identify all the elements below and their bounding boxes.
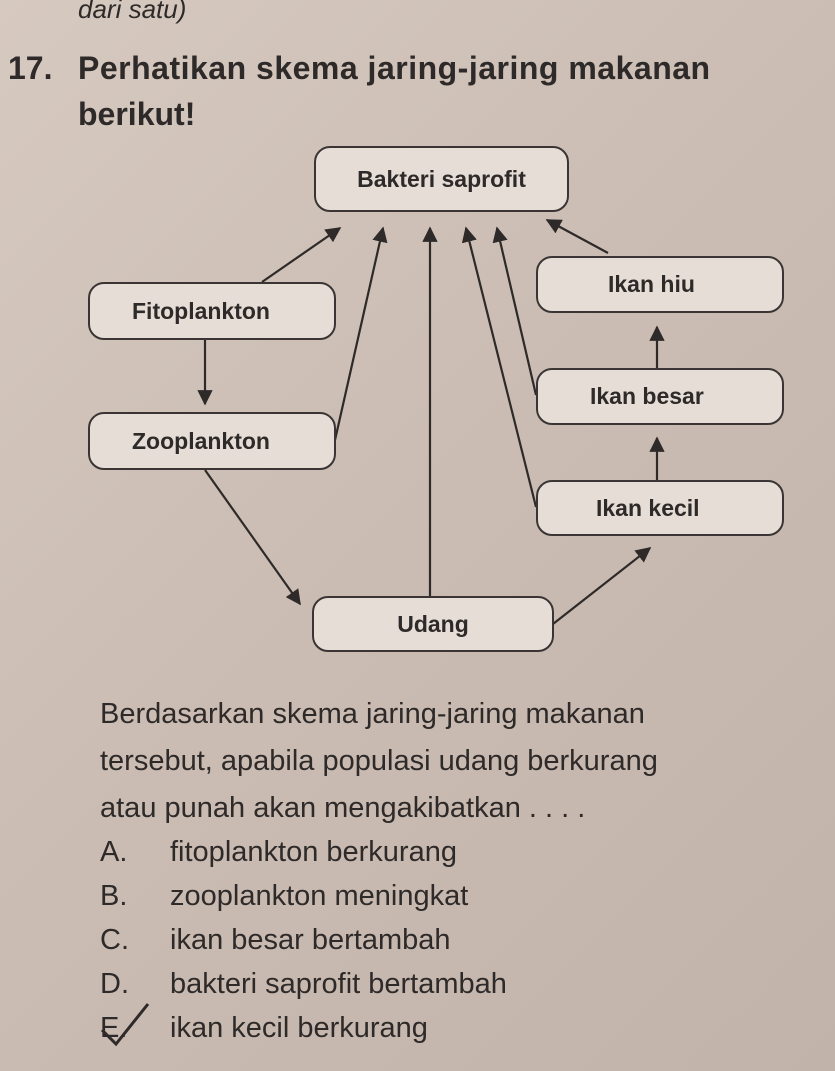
arrow-ikan-besar-to-bakteri [497, 228, 536, 395]
node-bakteri-saprofit-label: Bakteri saprofit [357, 165, 526, 192]
paragraph-line-1: Berdasarkan skema jaring-jaring makanan [100, 698, 645, 730]
node-fitoplankton-label: Fitoplankton [132, 297, 270, 324]
option-d-text: bakteri saprofit bertambah [170, 968, 507, 1000]
option-a-text: fitoplankton berkurang [170, 836, 457, 868]
node-fitoplankton [88, 282, 336, 340]
option-d-letter: D. [100, 968, 129, 1000]
question-line-1: Perhatikan skema jaring-jaring makanan [78, 50, 711, 86]
node-ikan-hiu-label: Ikan hiu [608, 271, 695, 297]
node-ikan-besar [536, 368, 784, 425]
option-e-letter: E. [100, 1012, 128, 1044]
node-udang [312, 596, 554, 652]
arrow-fitoplankton-to-bakteri [262, 228, 340, 282]
arrow-zooplankton-to-udang [205, 470, 300, 604]
arrow-ikan-kecil-to-bakteri [466, 228, 536, 507]
question-line-2: berikut! [78, 96, 196, 132]
node-ikan-besar-label: Ikan besar [590, 383, 704, 409]
arrow-udang-to-ikan-kecil [553, 548, 650, 624]
option-b-letter: B. [100, 880, 128, 912]
option-c-letter: C. [100, 924, 129, 956]
option-c-text: ikan besar bertambah [170, 924, 451, 956]
previous-text-fragment: dari satu) [78, 0, 187, 24]
option-e-text: ikan kecil berkurang [170, 1012, 428, 1044]
node-zooplankton [88, 412, 336, 470]
question-number: 17. [8, 50, 53, 86]
node-ikan-kecil [536, 480, 784, 536]
option-a-letter: A. [100, 836, 128, 868]
node-zooplankton-label: Zooplankton [132, 427, 270, 454]
arrow-zooplankton-to-bakteri [335, 228, 383, 440]
handwritten-checkmark-icon [96, 1000, 156, 1050]
node-udang-label: Udang [397, 610, 469, 637]
arrow-ikan-hiu-to-bakteri [547, 220, 608, 253]
node-ikan-kecil-label: Ikan kecil [596, 494, 700, 521]
paragraph-line-2: tersebut, apabila populasi udang berkurang [100, 745, 658, 777]
node-bakteri-saprofit [314, 146, 569, 212]
node-ikan-hiu [536, 256, 784, 313]
paragraph-line-3: atau punah akan mengakibatkan . . . . [100, 792, 586, 824]
option-b-text: zooplankton meningkat [170, 880, 469, 912]
